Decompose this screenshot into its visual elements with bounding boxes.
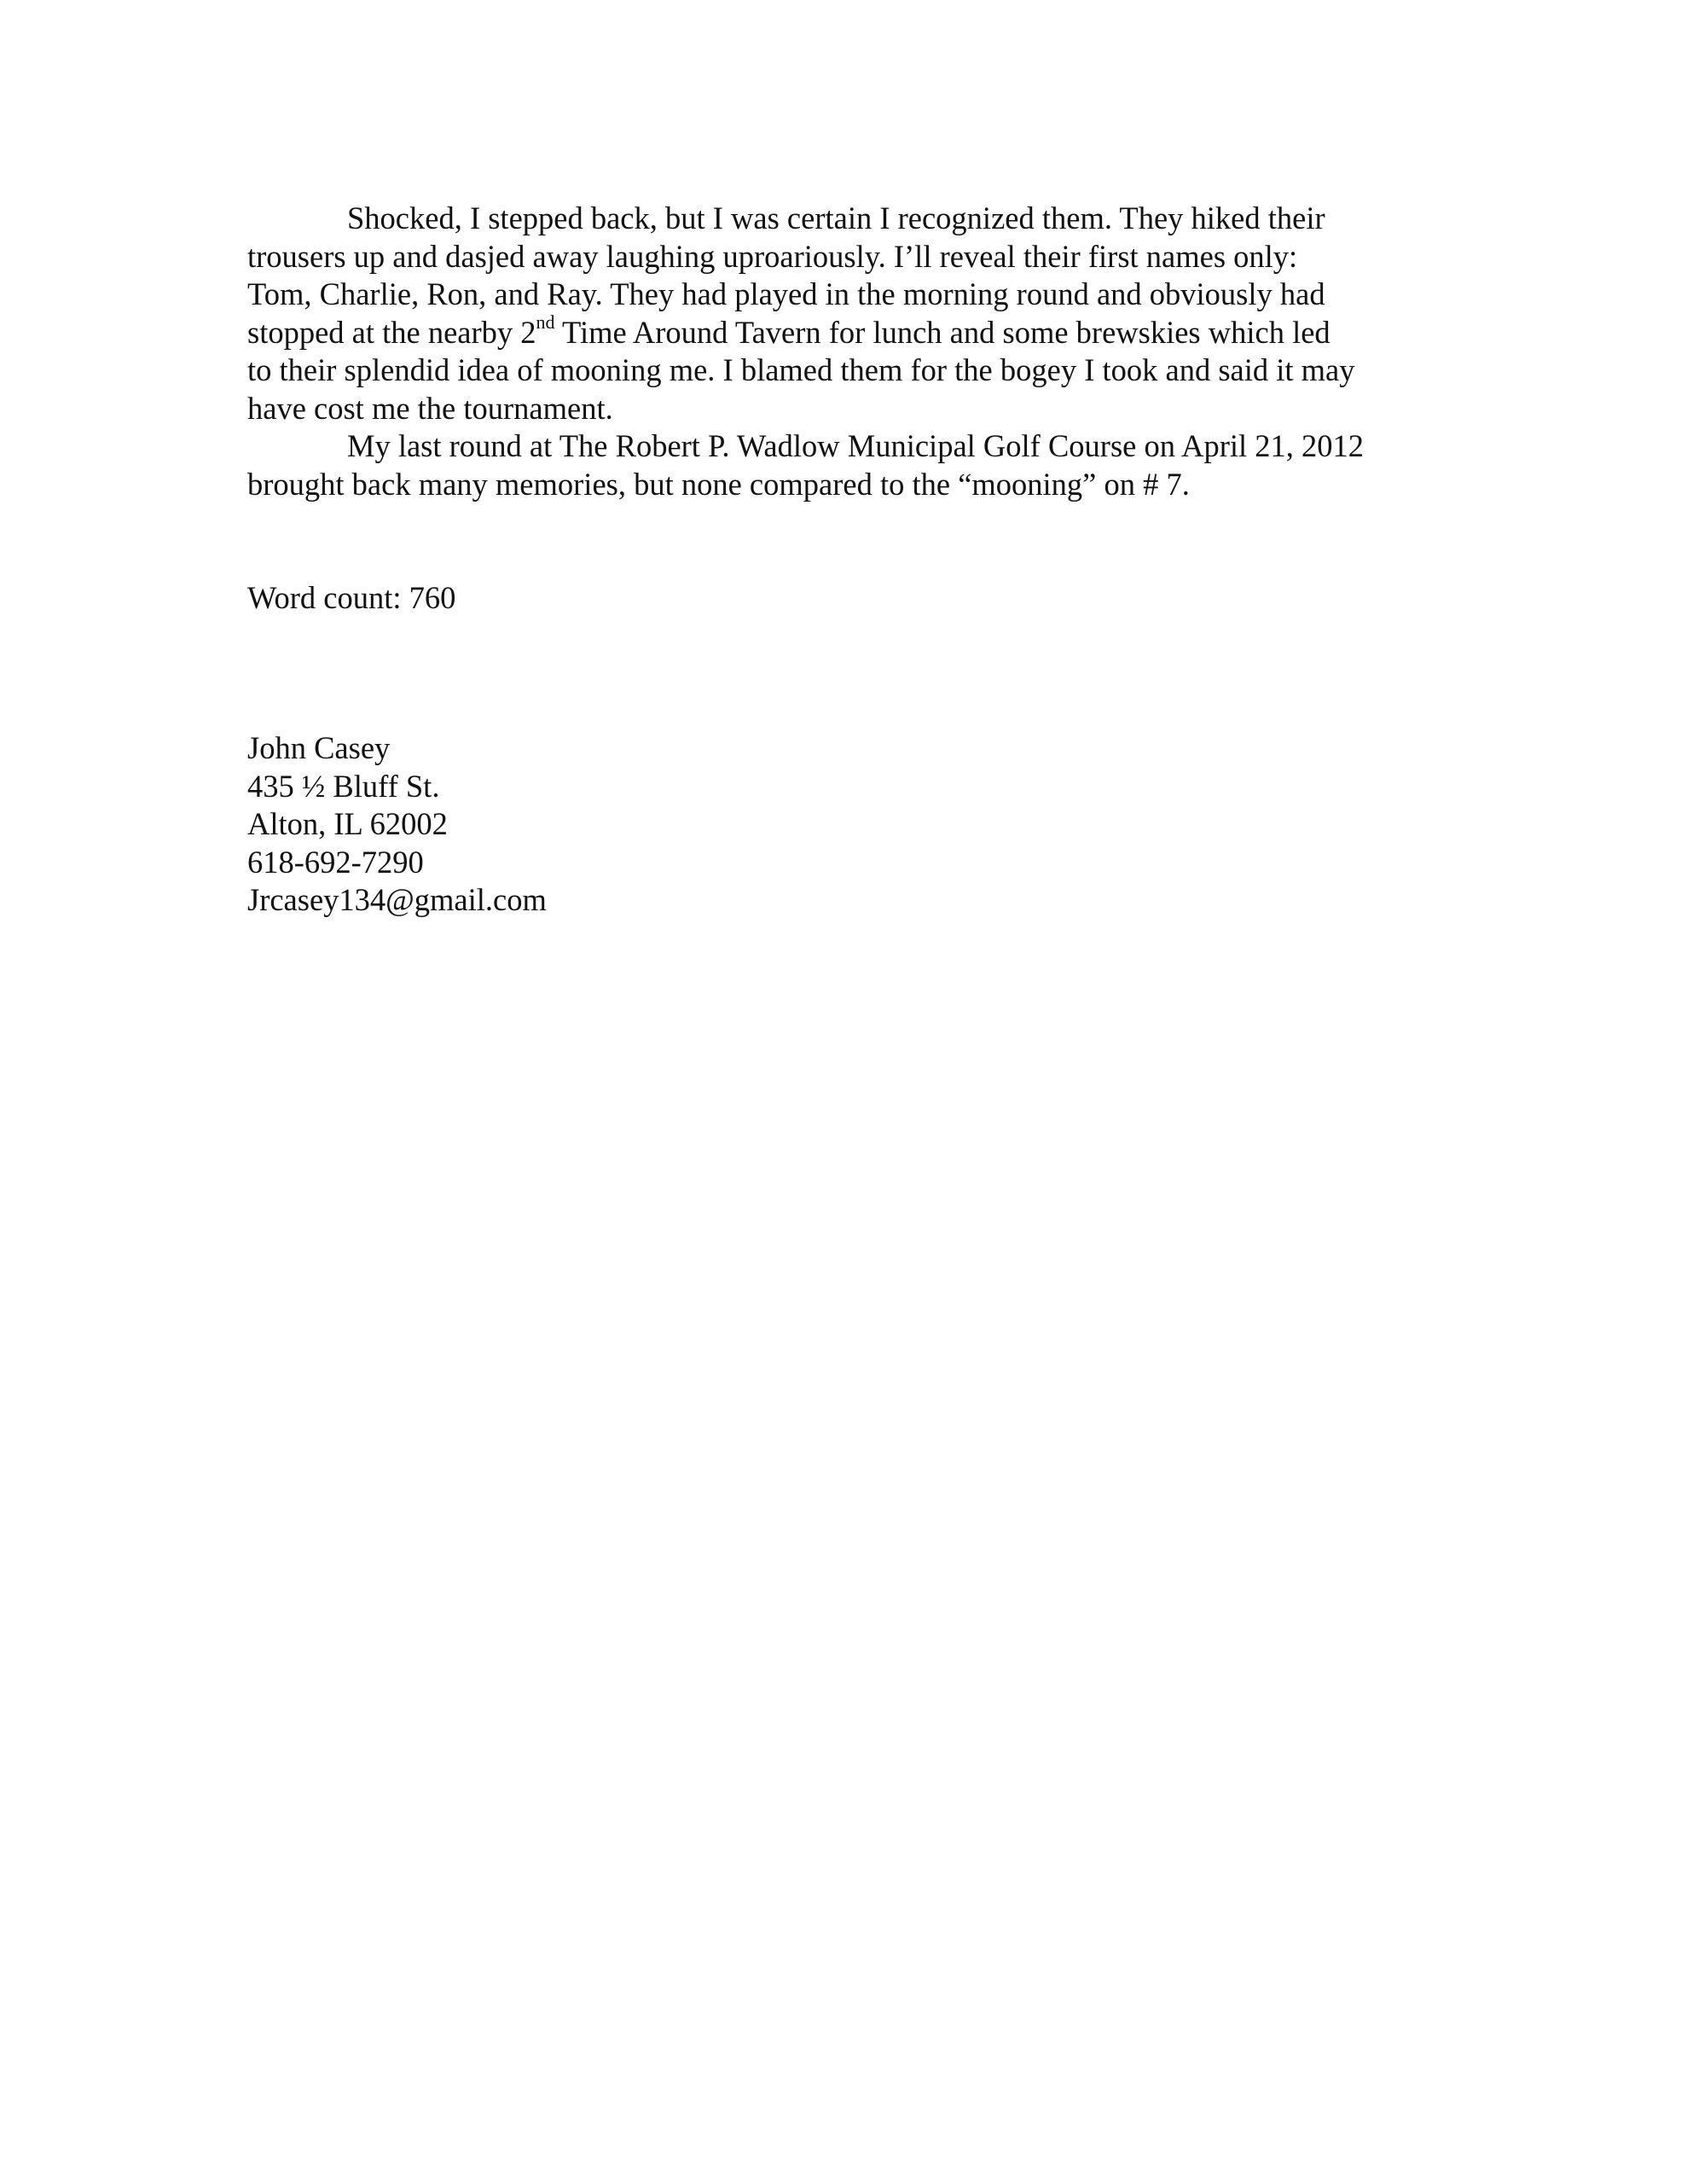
paragraph-2-line-2: brought back many memories, but none compared to the “mooning” on # 7. [247,466,1190,502]
paragraph-1-line-4 [247,311,1475,352]
ordinal-superscript: nd [536,311,555,334]
paragraph-1-line-1-text: Shocked, I stepped back, but I was certain I recognized them. They hiked their [347,200,1325,235]
paragraph-1-line-4-start: stopped at the nearby 2 [247,314,536,350]
document-body [247,200,1475,503]
paragraph-1 [247,200,1475,427]
author-city-state-zip: Alton, IL 62002 [247,806,448,841]
paragraph-2-line-1 [247,427,1475,466]
author-contact-block [247,729,547,920]
author-name: John Casey [247,730,391,765]
paragraph-1-line-6: have cost me the tournament. [247,390,613,426]
author-email: Jrcasey134@gmail.com [247,882,547,917]
paragraph-1-line-3: Tom, Charlie, Ron, and Ray. They had played in the morning round and obviously had [247,276,1325,311]
paragraph-1-line-4-end: Time Around Tavern for lunch and some brewskies which led [554,314,1330,350]
paragraph-1-line-2: trousers up and dasjed away laughing uproariously. I’ll reveal their first names only: [247,238,1298,274]
paragraph-1-line-1 [247,200,1475,238]
paragraph-1-line-5: to their splendid idea of mooning me. I blamed them for the bogey I took and said it may [247,352,1355,387]
author-street-address: 435 ½ Bluff St. [247,768,440,804]
paragraph-2 [247,427,1475,503]
paragraph-2-line-1-text: My last round at The Robert P. Wadlow Municipal Golf Course on April 21, 2012 [347,428,1365,463]
author-phone: 618-692-7290 [247,844,424,880]
word-count: Word count: 760 [247,580,456,615]
